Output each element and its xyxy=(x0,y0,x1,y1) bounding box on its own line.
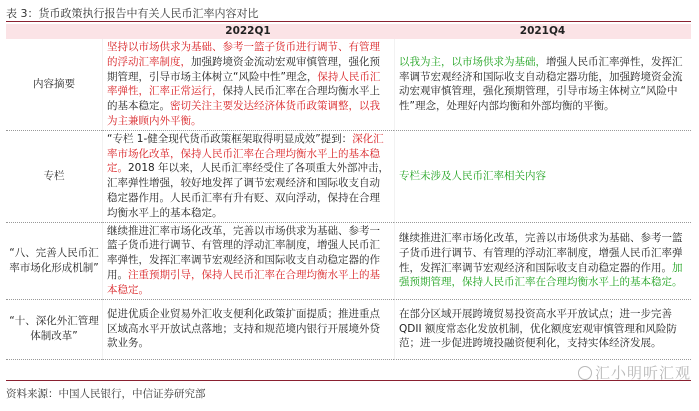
text-segment: 促进优质企业贸易外汇收支便利化政策扩面提质；推进重点区域高水平开放试点落地；支持和规范境内银行开展境外贷款业务。 xyxy=(107,307,380,350)
text-segment: 加强预期管理，保持人民币汇率在合理均衡水平上的基本稳定。 xyxy=(399,261,683,289)
cell-2021q4 xyxy=(394,223,691,300)
text-segment: 专栏未涉及人民币汇率相关内容 xyxy=(399,169,546,182)
cell-2022q1 xyxy=(102,223,394,300)
text-segment: 以我为主，以市场供求为基础， xyxy=(399,55,546,68)
cell-2022q1 xyxy=(102,39,394,131)
watermark-logo-icon xyxy=(578,366,592,380)
row-label: “十、深化外汇管理体制改革” xyxy=(6,300,102,360)
text-segment: 保持人民币汇率在合理均衡水平上的基本稳定。 xyxy=(107,85,380,113)
watermark-text: 汇小明听汇观 xyxy=(594,364,691,382)
header-2022q1: 2022Q1 xyxy=(102,24,394,39)
text-segment: “专栏 1-健全现代货币政策框架取得明显成效”提到： xyxy=(107,132,353,145)
row-label: “八、完善人民币汇率市场化形成机制” xyxy=(6,223,102,300)
table-caption: 表 3：货币政策执行报告中有关人民币汇率内容对比 xyxy=(6,7,259,20)
cell-2022q1 xyxy=(102,131,394,223)
watermark xyxy=(578,362,691,383)
row-label: 内容摘要 xyxy=(6,39,102,131)
text-segment: 2018 年以来，人民币汇率经受住了各项重大外部冲击，汇率弹性增强，较好地发挥了调节宏观经济和国际收支自动稳定器作用。人民币汇率有升有贬、双向浮动，保持在合理均衡水平上的基本稳定。 xyxy=(107,162,390,219)
header-2021q4: 2021Q4 xyxy=(394,24,691,39)
table-row xyxy=(6,300,691,360)
text-segment: 继续推进汇率市场化改革，完善以市场供求为基础、参考一篮子货币进行调节、有管理的浮动汇率制度，增强人民币汇率弹性，发挥汇率调节宏观经济和国际收支自动稳定器的作用。 xyxy=(399,231,683,274)
text-segment: 注重预期引导，保持人民币汇率在合理均衡水平上的基本稳定。 xyxy=(107,268,380,296)
header-empty xyxy=(6,24,102,39)
table-row xyxy=(6,131,691,223)
text-segment: 坚持以市场供求为基础、参考一篮子货币进行调节、有管理的浮动汇率制度， xyxy=(107,41,380,68)
table-header-row xyxy=(6,24,691,39)
table-row xyxy=(6,39,691,131)
top-rule xyxy=(6,21,691,22)
text-segment: 继续推进汇率市场化改革，完善以市场供求为基础、参考一篮子货币进行调节、有管理的浮动汇率制度，增强人民币汇率弹性，发挥汇率调节宏观经济和国际收支自动稳定器的作用。 xyxy=(107,224,380,281)
cell-2021q4 xyxy=(394,300,691,360)
text-segment: 保持人民币汇率弹性，汇率正常运行， xyxy=(107,70,381,98)
source-note: 资料来源：中国人民银行，中信证券研究部 xyxy=(6,388,206,400)
text-segment: 在部分区域开展跨境贸易投资高水平开放试点；进一步完善 QDII 额度常态化发放机制，优化额度宏观审慎管理和风险防范；进一步促进跨境投融资便利化，支持实体经济发展。 xyxy=(399,307,677,350)
text-segment: 深化汇率市场化改革，保持人民币汇率在合理均衡水平上的基本稳定。 xyxy=(107,132,384,175)
cell-2021q4 xyxy=(394,39,691,131)
text-segment: 加强跨境资金流动宏观审慎管理，强化预期管理，引导市场主体树立“风险中性”理念， xyxy=(107,55,380,83)
table-row xyxy=(6,223,691,300)
cell-2022q1 xyxy=(102,300,394,360)
cell-2021q4 xyxy=(394,131,691,223)
text-segment: 密切关注主要发达经济体货币政策调整，以我为主兼顾内外平衡。 xyxy=(107,100,380,127)
text-segment: 增强人民币汇率弹性，发挥汇率调节宏观经济和国际收支自动稳定器功能，加强跨境资金流动宏观审慎管理，强化预期管理，引导市场主体树立“风险中性”理念，处理好内部均衡和外部均衡的平衡。 xyxy=(399,55,683,113)
comparison-table xyxy=(6,24,691,360)
row-label: 专栏 xyxy=(6,131,102,223)
